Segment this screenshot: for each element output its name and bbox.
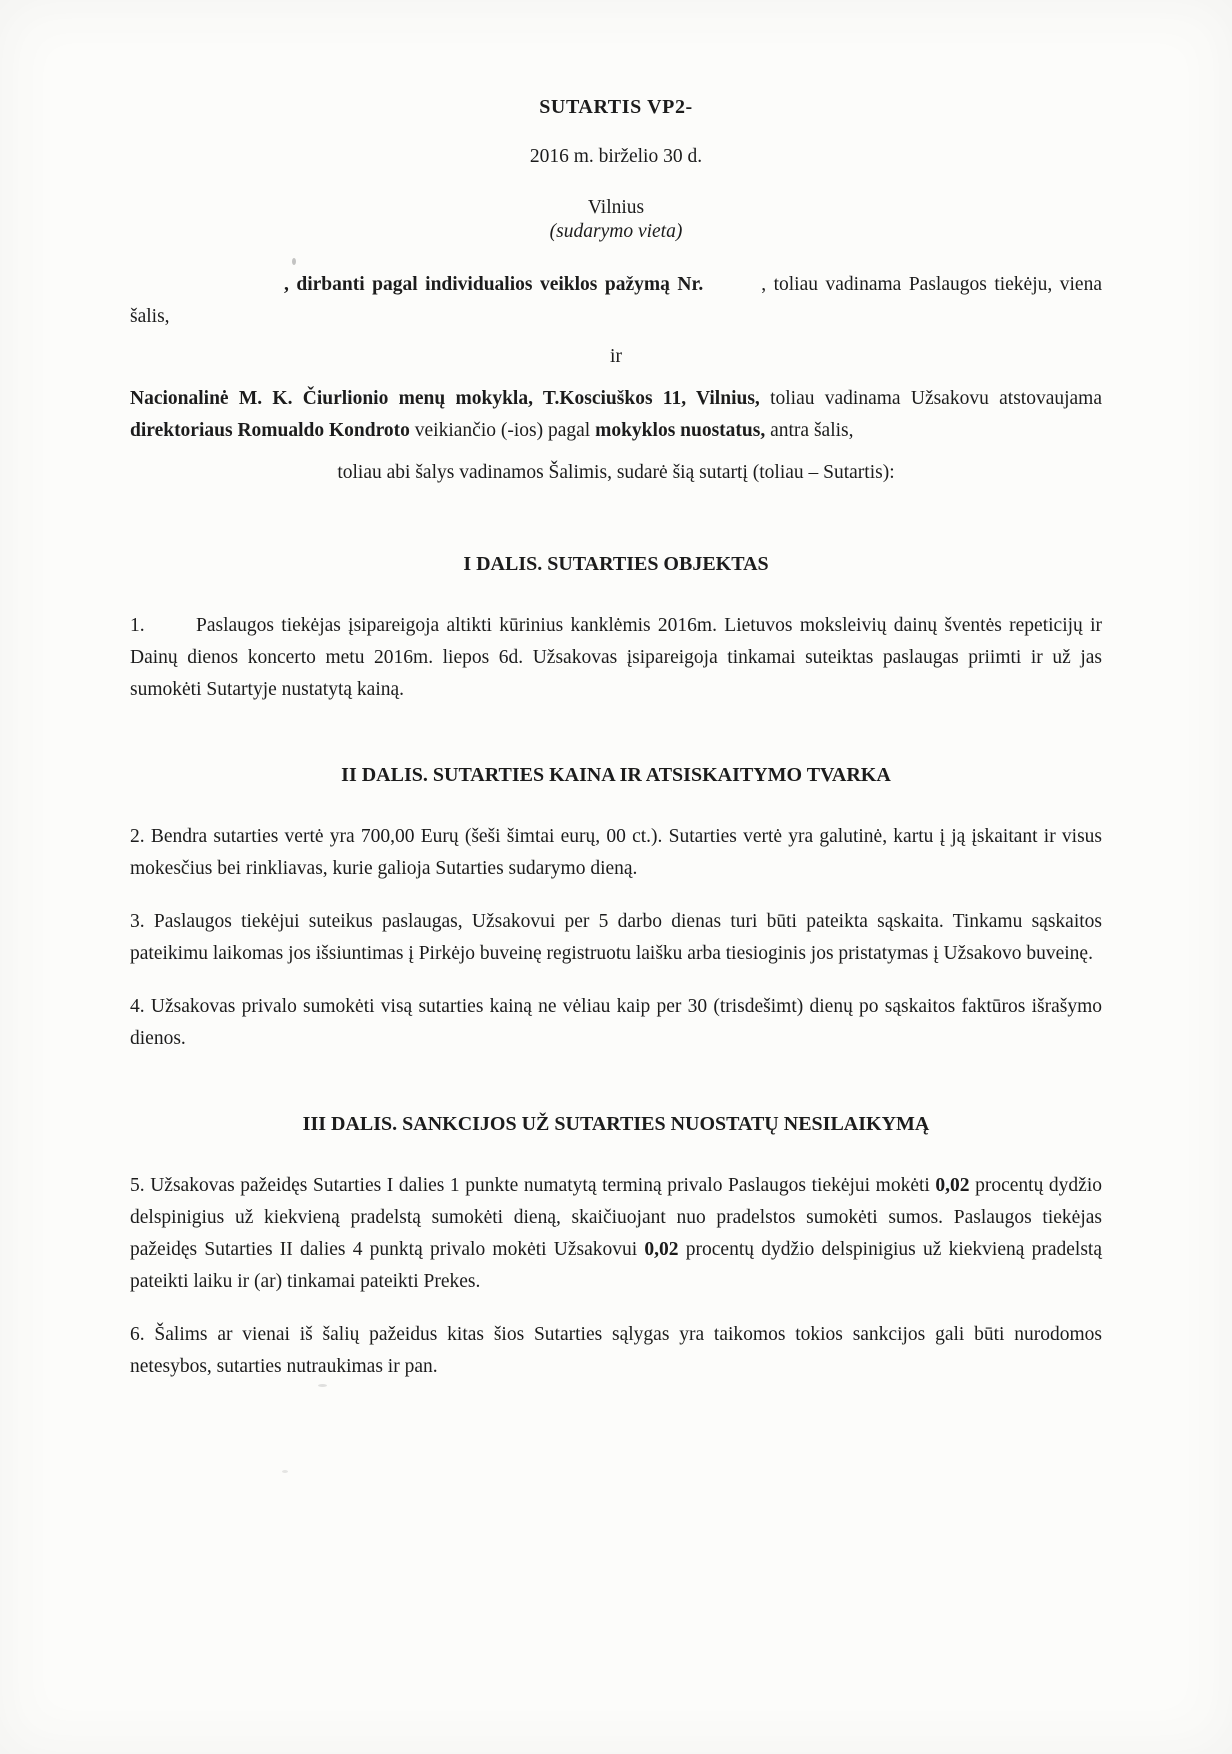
clause-6: 6. Šalims ar vienai iš šalių pažeidus kitas šios Sutarties sąlygas yra taikomos tokios sankcijos gali būti nurodomos netesybos, sutarties nutraukimas ir pan. bbox=[130, 1324, 1102, 1377]
customer-clause-text-3: antra šalis, bbox=[765, 420, 854, 441]
clause-3: 3. Paslaugos tiekėjui suteikus paslaugas, Užsakovui per 5 darbo dienas turi būti pateikta sąskaita. Tinkamu sąskaitos pateikimu laikomas jos išsiuntimas į Pirkėjo buveinę registruotu laišku arba tiesioginis jos pristatymas į Užsakovo buveinę. bbox=[130, 911, 1102, 964]
customer-clause bbox=[130, 383, 1102, 447]
clause-5-text-1: 5. Užsakovas pažeidęs Sutarties I dalies 1 punkte numatytą terminą privalo Paslaugos tiekėjui mokėti bbox=[130, 1175, 936, 1196]
customer-clause-text-2: veikiančio (-ios) pagal bbox=[409, 420, 596, 441]
provider-clause bbox=[130, 269, 1102, 333]
parties-line: toliau abi šalys vadinamos Šalimis, sudarė šią sutartį (toliau – Sutartis): bbox=[337, 462, 895, 483]
clause-5-text-2: procentų dydžio delspinigius už kiekvieną pradelstą sumokėti dieną, skaičiuojant nuo pradelstos sumokėti sumos. Paslaugos tiekėjas pažeidęs Sutarties II dalies 4 punktą privalo mokėti Užsakovui bbox=[130, 1175, 1103, 1260]
document-title: SUTARTIS VP2- bbox=[539, 96, 693, 118]
customer-director: direktoriaus Romualdo Kondroto bbox=[130, 420, 410, 441]
document-date: 2016 m. birželio 30 d. bbox=[529, 146, 703, 167]
scan-artifact bbox=[318, 1384, 327, 1387]
section-3-heading: III DALIS. SANKCIJOS UŽ SUTARTIES NUOSTATŲ NESILAIKYMĄ bbox=[302, 1113, 930, 1135]
section-1-heading: I DALIS. SUTARTIES OBJEKTAS bbox=[463, 553, 769, 575]
clause-1-text: Paslaugos tiekėjas įsipareigoja altikti kūrinius kanklėmis 2016m. Lietuvos moksleivių dainų šventės repeticijų ir Dainų dienos koncerto metu 2016m. liepos 6d. Užsakovas įsipareigoja tinkamai suteiktas paslaugas priimti ir už jas sumokėti Sutartyje nustatytą kainą. bbox=[130, 615, 1102, 700]
customer-name: Nacionalinė M. K. Čiurlionio menų mokykla, T.Kosciuškos 11, Vilnius, bbox=[130, 388, 760, 409]
clause-5-penalty-rate-1: 0,02 bbox=[935, 1175, 970, 1196]
clause-5 bbox=[130, 1170, 1102, 1298]
scan-artifact bbox=[292, 258, 296, 265]
customer-clause-text-1: toliau vadinama Užsakovu atstovaujama bbox=[759, 388, 1103, 409]
provider-clause-bold: , dirbanti pagal individualios veiklos pažymą Nr. bbox=[284, 274, 704, 295]
clause-2: 2. Bendra sutarties vertė yra 700,00 Eurų (šeši šimtai eurų, 00 ct.). Sutarties vertė yra galutinė, kartu į ją įskaitant ir visus mokesčius bei rinkliavas, kurie galioja Sutarties sudarymo dieną. bbox=[130, 826, 1102, 879]
place-note: (sudarymo vieta) bbox=[549, 221, 683, 242]
clause-4: 4. Užsakovas privalo sumokėti visą sutarties kainą ne vėliau kaip per 30 (trisdešimt) dienų po sąskaitos faktūros išrašymo dienos. bbox=[130, 996, 1102, 1049]
clause-1-number: 1. bbox=[130, 615, 145, 636]
place-line: Vilnius bbox=[587, 197, 645, 218]
conjunction-ir: ir bbox=[610, 346, 622, 367]
customer-statute: mokyklos nuostatus, bbox=[595, 420, 766, 441]
provider-clause-tail: , toliau vadinama bbox=[761, 274, 909, 295]
clause-5-penalty-rate-2: 0,02 bbox=[644, 1239, 679, 1260]
clause-1 bbox=[130, 610, 1102, 706]
section-2-heading: II DALIS. SUTARTIES KAINA IR ATSISKAITYMO TVARKA bbox=[341, 764, 891, 786]
scan-artifact bbox=[282, 1470, 288, 1473]
provider-clause-line2: Paslaugos tiekėju, viena šalis, bbox=[130, 274, 1102, 327]
clause-5-text-3: procentų dydžio delspinigius už kiekvieną pradelstą pateikti laiku ir (ar) tinkamai pateikti Prekes. bbox=[130, 1239, 1102, 1292]
